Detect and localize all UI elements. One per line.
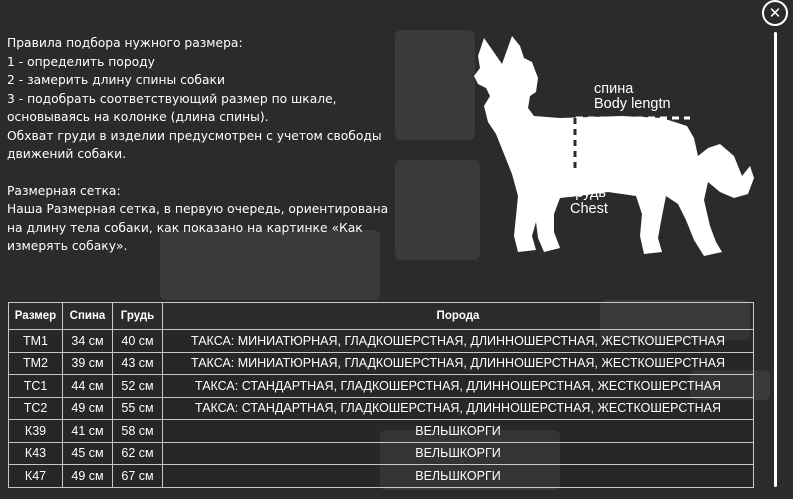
size-table: [8, 302, 754, 488]
cell-back: 41 см: [63, 420, 113, 443]
cell-chest: 55 см: [113, 397, 163, 420]
back-label-en: Body lengtn: [594, 96, 671, 112]
instructions-note: Обхват груди в изделии предусмотрен с учетом свободы движений собаки.: [7, 128, 382, 161]
cell-chest: 58 см: [113, 420, 163, 443]
size-instructions: [7, 34, 402, 256]
header-back: Спина: [63, 303, 113, 330]
cell-breed: ВЕЛЬШКОРГИ: [163, 465, 754, 488]
scrollbar[interactable]: [774, 32, 777, 487]
dog-measurement-diagram: [472, 26, 772, 266]
table-row: [9, 397, 754, 420]
table-row: [9, 465, 754, 488]
header-chest: Грудь: [113, 303, 163, 330]
size-grid-title: Размерная сетка:: [7, 183, 121, 198]
cell-size: ТМ2: [9, 352, 63, 375]
cell-back: 49 см: [63, 465, 113, 488]
cell-breed: ВЕЛЬШКОРГИ: [163, 442, 754, 465]
cell-breed: ВЕЛЬШКОРГИ: [163, 420, 754, 443]
table-row: [9, 420, 754, 443]
cell-back: 34 см: [63, 330, 113, 353]
cell-back: 44 см: [63, 375, 113, 398]
cell-breed: ТАКСА: СТАНДАРТНАЯ, ГЛАДКОШЕРСТНАЯ, ДЛИННОШЕРСТНАЯ, ЖЕСТКОШЕРСТНАЯ: [163, 375, 754, 398]
cell-size: ТМ1: [9, 330, 63, 353]
cell-back: 39 см: [63, 352, 113, 375]
instructions-title: Правила подбора нужного размера:: [7, 36, 243, 50]
close-button[interactable]: [762, 0, 788, 26]
cell-chest: 62 см: [113, 442, 163, 465]
cell-size: К47: [9, 465, 63, 488]
cell-breed: ТАКСА: МИНИАТЮРНАЯ, ГЛАДКОШЕРСТНАЯ, ДЛИННОШЕРСТНАЯ, ЖЕСТКОШЕРСТНАЯ: [163, 330, 754, 353]
back-label-ru: спина: [594, 81, 634, 97]
instructions-step-3: 3 - подобрать соответствующий размер по шкале, основываясь на колонке (длина спины).: [7, 91, 337, 124]
cell-back: 49 см: [63, 397, 113, 420]
header-size: Размер: [9, 303, 63, 330]
cell-back: 45 см: [63, 442, 113, 465]
instructions-step-2: 2 - замерить длину спины собаки: [7, 73, 225, 87]
table-row: [9, 442, 754, 465]
cell-chest: 52 см: [113, 375, 163, 398]
cell-breed: ТАКСА: МИНИАТЮРНАЯ, ГЛАДКОШЕРСТНАЯ, ДЛИННОШЕРСТНАЯ, ЖЕСТКОШЕРСТНАЯ: [163, 352, 754, 375]
chest-label-en: Chest: [570, 201, 608, 217]
instructions-step-1: 1 - определить породу: [7, 54, 155, 69]
table-row: [9, 352, 754, 375]
cell-chest: 43 см: [113, 352, 163, 375]
chest-label-ru: грудь: [570, 185, 606, 201]
size-grid-text: Наша Размерная сетка, в первую очередь, ориентирована на длину тела собаки, как показано на картинке «Как измерять собаку».: [7, 202, 389, 253]
header-breed: Порода: [163, 303, 754, 330]
cell-breed: ТАКСА: СТАНДАРТНАЯ, ГЛАДКОШЕРСТНАЯ, ДЛИННОШЕРСТНАЯ, ЖЕСТКОШЕРСТНАЯ: [163, 397, 754, 420]
cell-chest: 67 см: [113, 465, 163, 488]
cell-chest: 40 см: [113, 330, 163, 353]
table-row: [9, 330, 754, 353]
size-table-header: [9, 303, 754, 330]
dog-silhouette: [472, 26, 772, 266]
cell-size: К39: [9, 420, 63, 443]
cell-size: ТС1: [9, 375, 63, 398]
cell-size: ТС2: [9, 397, 63, 420]
close-icon: ✕: [768, 3, 782, 22]
cell-size: К43: [9, 442, 63, 465]
table-row: [9, 375, 754, 398]
